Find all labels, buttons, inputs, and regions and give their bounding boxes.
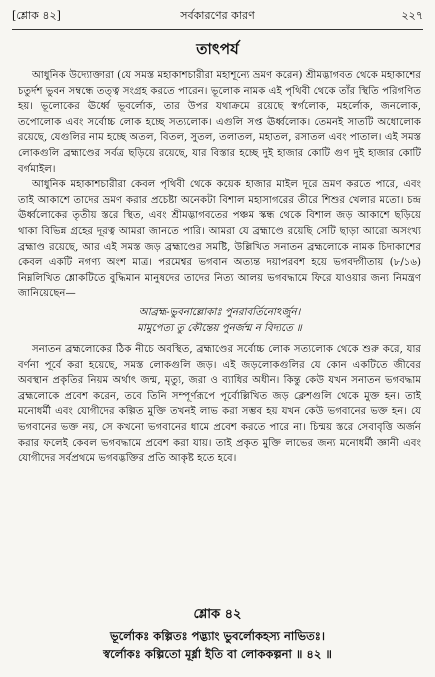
quote-line-1: আব্রহ্ম-ভুবনাল্লোকাঃ পুনরাবর্তিনোঽর্জুন। [138,306,301,318]
purport-body [18,68,421,467]
verse-line-1: ভূর্লোকঃ কল্পিতঃ পদ্ভ্যাং ভুবর্লোকহস্য নাভিতঃ। [110,629,325,643]
verse-title: শ্লোক ৪২ [193,607,242,622]
quote-line-2: মামুপেত্য তু কৌন্তেয় পুনর্জন্ম ন বিদ্যতে ॥ [137,322,302,334]
paragraph-3: সনাতন ব্রহ্মলোকের ঠিক নীচে অবস্থিত, ব্রহ্মাণ্ডের সর্বোচ্চ লোক সত্যলোক থেকে শুরু করে, যার বর্ণনা পূর্বে করা হয়েছে, সমস্ত লোকগুলি জড়। এই জড়লোকগুলির যে কোন একটিতে জীবের অবস্থান প্রকৃতির নিয়ম অর্থাৎ জন্ম, মৃত্যু, জরা ও ব্যাধির অধীন। কিন্তু কেউ যখন সনাতন ভগবদ্ধাম ব্রহ্মলোকে প্রবেশ করেন, তবে তিনি সম্পূর্ণরূপে পূর্বোল্লিখিত জড় ক্লেশগুলি থেকে মুক্ত হন। তাই মনোধর্মী এবং যোগীদের কল্পিত মুক্তি তখনই লাভ করা সম্ভব হয় যখন কেউ ভগবানের ভক্ত হন। যে ভগবানের ভক্ত নয়, সে কখনো ভগবানের ধামে প্রবেশ করতে পারে না। চিন্ময় স্তরে সেবাবৃত্তি অর্জন করার ফলেই কেবল ভগবদ্ধামে প্রবেশ করা যায়। তাই প্রকৃত মুক্তি লাভের জন্য মনোধর্মী জ্ঞানী এবং যোগীদের সর্বপ্রথমে ভগবদ্ভক্তির প্রতি আকৃষ্ট হতে হবে। [18,344,421,465]
page-header [12,6,423,26]
verse-line-2: স্বর্লোকঃ কল্পিতো মূর্ধ্না ইতি বা লোককল্পনা ॥ ৪২ ॥ [103,647,332,661]
paragraph-2: আধুনিক মহাকাশচারীরা কেবল পৃথিবী থেকে কয়েক হাজার মাইল দূরে ভ্রমণ করতে পারে, এবং তাই আকাশে তাদের ভ্রমণ করার প্রচেষ্টা অনেকটা বিশাল মহাসাগরের তীরে শিশুর খেলার মতো। চন্দ্র ঊর্ধ্বলোকের তৃতীয় স্তরে স্থিত, এবং শ্রীমদ্ভাগবতের পঞ্চম স্কন্ধ থেকে বিশাল জড় আকাশে ছড়িয়ে থাকা বিভিন্ন গ্রহের দূরত্ব আমরা জানতে পারি। আমরা যে ব্রহ্মাণ্ডে রয়েছি সেটি ছাড়া আরো অসংখ্য ব্রহ্মাণ্ড রয়েছে, আর এই সমস্ত জড় ব্রহ্মাণ্ডের সমষ্টি, উল্লিখিত সনাতন ব্রহ্মলোকে নামক চিদাকাশের কেবল একটি নগণ্য অংশ মাত্র। পরমেশ্বর ভগবান অত্যন্ত দয়াপরবশ হয়ে ভগবদ্গীতায় (৮/১৬) নিম্নলিখিত শ্লোকটিতে বুদ্ধিমান মানুষদের তাদের নিত্য আলয় ভগবদ্ধামে ফিরে যাওয়ার জন্য নিমন্ত্রণ জানিয়েছেন— [18,179,421,300]
paragraph-1: আধুনিক উদ্যোক্তারা (যে সমস্ত মহাকাশচারীরা মহাশূন্যে ভ্রমণ করেন) শ্রীমদ্ভাগবত থেকে মহাকাশের চতুর্দশ ভুবন সম্বন্ধে তত্ত্ব সংগ্রহ করতে পারেন। ভূলোক নামক এই পৃথিবী থেকে তাঁর স্থিতি পরিগণিত হয়। ভূলোকের ঊর্ধ্বে ভূবর্লোক, তার উপর যথাক্রমে রয়েছে স্বর্গলোক, মহর্লোক, জনলোক, তপোলোক এবং সর্বোচ্চ লোক হচ্ছে সত্যলোক। এগুলি সপ্ত ঊর্ধ্বলোক। তেমনই সাতটি অধোলোক রয়েছে, যেগুলির নাম হচ্ছে অতল, বিতল, সুতল, তলাতল, মহাতল, রসাতল এবং পাতাল। এই সমস্ত লোকগুলি ব্রহ্মাণ্ডের সর্বত্র ছড়িয়ে রয়েছে, যার বিস্তার হচ্ছে দুই হাজার কোটি গুণ দুই হাজার কোটি বর্গমাইল। [18,70,421,175]
page-number: ২২৭ [401,8,423,22]
header-verse-ref: [শ্লোক ৪২] [12,8,61,22]
quote-block [18,305,421,336]
header-chapter-title: সর্বকারণের কারণ [180,8,255,22]
header-divider [12,29,423,30]
verse-text [12,627,423,663]
section-title: তাৎপর্য [196,40,239,58]
